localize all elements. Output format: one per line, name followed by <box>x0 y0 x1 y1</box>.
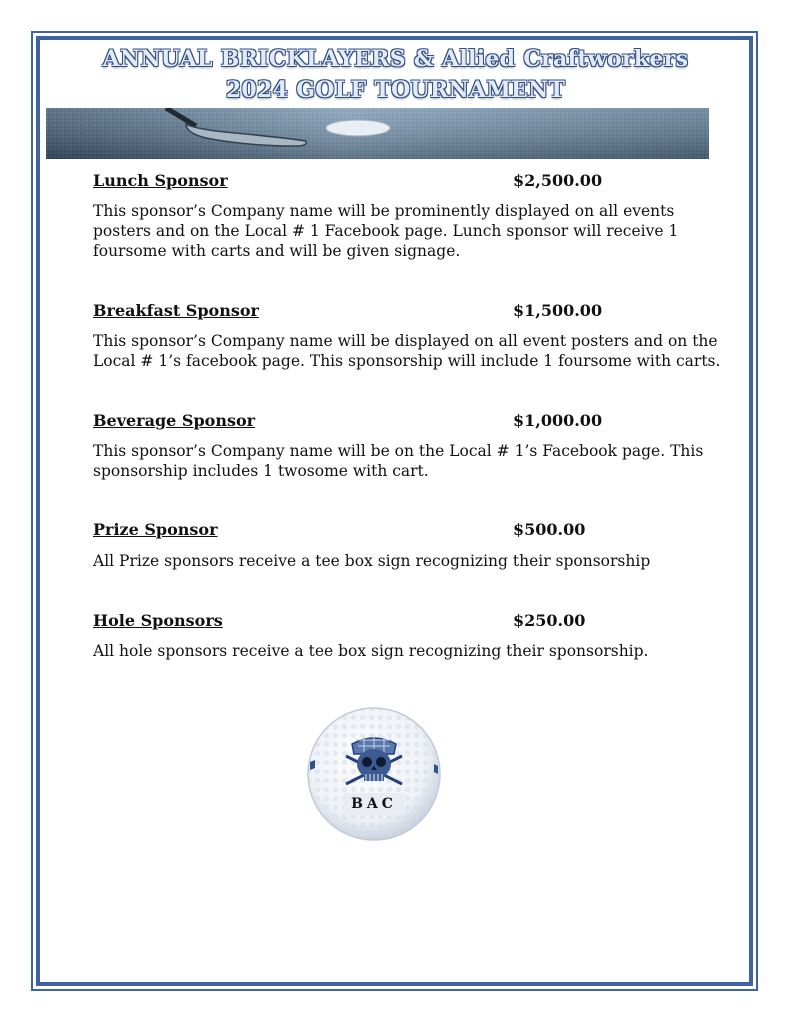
sponsor-description-breakfast: This sponsor’s Company name will be displayed on all event posters and on the Local # 1’s facebook page. This sponsorship will include 1 foursome with carts. <box>93 332 721 370</box>
sponsor-price-breakfast: $1,500.00 <box>513 301 603 320</box>
sponsor-title-hole: Hole Sponsors <box>93 611 223 630</box>
golf-ball-skull-icon <box>304 704 444 844</box>
sponsor-price-beverage: $1,000.00 <box>513 411 603 430</box>
title-line-1: ANNUAL BRICKLAYERS & Allied Craftworkers <box>102 46 689 72</box>
golf-banner-image <box>46 108 709 159</box>
sponsor-title-beverage: Beverage Sponsor <box>93 411 256 430</box>
sponsor-description-beverage: This sponsor’s Company name will be on the Local # 1’s Facebook page. This sponsorship includes 1 twosome with cart. <box>93 442 704 480</box>
sponsor-description-prize: All Prize sponsors receive a tee box sign recognizing their sponsorship <box>93 552 651 570</box>
sponsor-title-prize: Prize Sponsor <box>93 520 218 539</box>
title-line-2: 2024 GOLF TOURNAMENT <box>225 77 566 103</box>
golf-club-and-ball-icon <box>46 108 709 159</box>
sponsor-price-prize: $500.00 <box>513 520 586 539</box>
sponsor-title-breakfast: Breakfast Sponsor <box>93 301 259 320</box>
sponsor-description-lunch: This sponsor’s Company name will be prominently displayed on all events posters and on the Local # 1 Facebook page. Lunch sponsor will receive 1 foursome with carts and will be given signage. <box>93 202 679 260</box>
logo-text: BAC <box>351 796 397 812</box>
sponsor-price-lunch: $2,500.00 <box>513 171 603 190</box>
sponsor-price-hole: $250.00 <box>513 611 586 630</box>
sponsor-description-hole: All hole sponsors receive a tee box sign recognizing their sponsorship. <box>93 642 649 660</box>
sponsor-title-lunch: Lunch Sponsor <box>93 171 228 190</box>
golf-ball-logo <box>304 704 444 844</box>
